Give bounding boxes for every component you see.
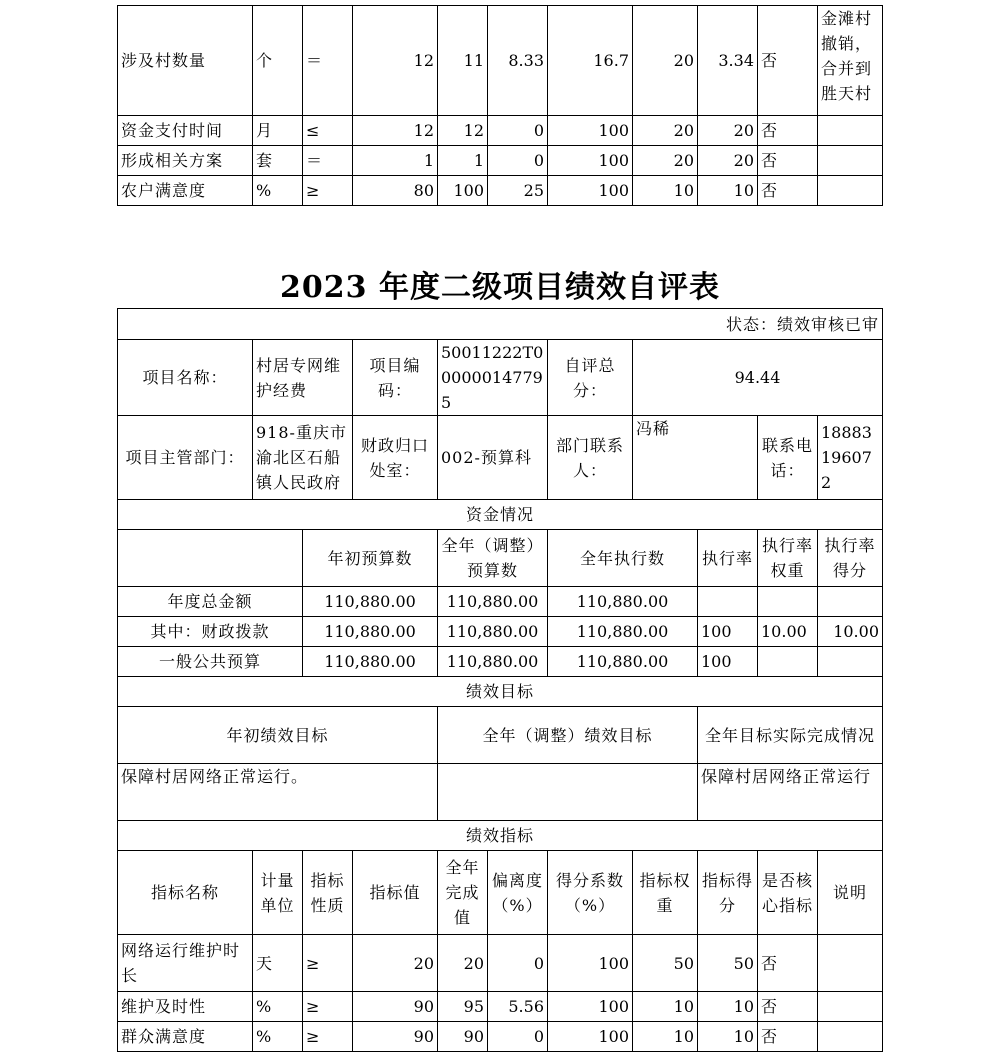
phone-label: 联系电话：	[758, 416, 818, 500]
funds-header-rate: 执行率	[698, 530, 758, 587]
funds-row-adjusted: 110,880.00	[438, 587, 548, 617]
indicator-name: 网络运行维护时长	[118, 935, 253, 992]
previous-indicator-nature: ＝	[303, 6, 353, 116]
indicator-header-weight: 指标权重	[633, 851, 698, 935]
funds-row-adjusted: 110,880.00	[438, 647, 548, 677]
funds-header-adjusted: 全年（调整）预算数	[438, 530, 548, 587]
indicator-nature: ≥	[303, 992, 353, 1022]
indicator-deviation: 0	[488, 1022, 548, 1052]
indicator-header-name: 指标名称	[118, 851, 253, 935]
previous-indicator-coef: 100	[548, 116, 633, 146]
indicators-section-title: 绩效指标	[118, 821, 883, 851]
indicator-score: 10	[698, 992, 758, 1022]
project-name-value: 村居专网维护经费	[253, 340, 353, 416]
funds-row-executed: 110,880.00	[548, 587, 698, 617]
indicator-core: 否	[758, 1022, 818, 1052]
goals-adjusted-text	[438, 764, 698, 821]
funds-row-weight	[758, 587, 818, 617]
previous-indicator-coef: 16.7	[548, 6, 633, 116]
indicator-nature: ≥	[303, 935, 353, 992]
funds-row-weight	[758, 647, 818, 677]
previous-indicator-unit: 个	[253, 6, 303, 116]
indicator-unit: 天	[253, 935, 303, 992]
indicator-header-nature: 指标性质	[303, 851, 353, 935]
goals-header-actual: 全年目标实际完成情况	[698, 707, 883, 764]
self-score-label: 自评总分：	[548, 340, 633, 416]
previous-indicator-coef: 100	[548, 176, 633, 206]
finance-office-label: 财政归口处室：	[353, 416, 438, 500]
previous-indicator-coef: 100	[548, 146, 633, 176]
indicator-name: 维护及时性	[118, 992, 253, 1022]
indicator-header-core: 是否核心指标	[758, 851, 818, 935]
previous-indicator-unit: %	[253, 176, 303, 206]
project-code-label: 项目编码：	[353, 340, 438, 416]
previous-indicator-actual: 12	[438, 116, 488, 146]
funds-header-budget: 年初预算数	[303, 530, 438, 587]
indicator-deviation: 5.56	[488, 992, 548, 1022]
indicator-row	[118, 935, 883, 992]
indicator-weight: 50	[633, 935, 698, 992]
previous-indicator-table	[117, 5, 883, 206]
previous-indicator-name: 形成相关方案	[118, 146, 253, 176]
indicator-core: 否	[758, 992, 818, 1022]
goals-header-adjusted: 全年（调整）绩效目标	[438, 707, 698, 764]
funds-row-budget: 110,880.00	[303, 587, 438, 617]
funds-row-weight: 10.00	[758, 617, 818, 647]
indicator-score: 10	[698, 1022, 758, 1052]
indicator-actual: 95	[438, 992, 488, 1022]
indicator-note	[818, 935, 883, 992]
contact-value: 冯稀	[633, 416, 758, 500]
previous-indicator-weight: 20	[633, 146, 698, 176]
funds-row-budget: 110,880.00	[303, 617, 438, 647]
indicator-note	[818, 1022, 883, 1052]
previous-indicator-core: 否	[758, 176, 818, 206]
contact-label: 部门联系人：	[548, 416, 633, 500]
indicator-header-coef: 得分系数（%）	[548, 851, 633, 935]
funds-header-blank	[118, 530, 303, 587]
funds-row-rate	[698, 587, 758, 617]
previous-indicator-deviation: 0	[488, 116, 548, 146]
indicator-actual: 20	[438, 935, 488, 992]
previous-indicator-note	[818, 116, 883, 146]
dept-label: 项目主管部门：	[118, 416, 253, 500]
funds-row-score	[818, 587, 883, 617]
previous-indicator-actual: 100	[438, 176, 488, 206]
finance-office-value: 002-预算科	[438, 416, 548, 500]
dept-value: 918-重庆市渝北区石船镇人民政府	[253, 416, 353, 500]
previous-indicator-score: 20	[698, 146, 758, 176]
previous-indicator-target: 1	[353, 146, 438, 176]
indicator-target: 90	[353, 1022, 438, 1052]
previous-indicator-row	[118, 116, 883, 146]
indicator-header-target: 指标值	[353, 851, 438, 935]
goals-header-initial: 年初绩效目标	[118, 707, 438, 764]
self-score-value: 94.44	[633, 340, 883, 416]
funds-row-score: 10.00	[818, 617, 883, 647]
funds-row-rate: 100	[698, 617, 758, 647]
indicator-deviation: 0	[488, 935, 548, 992]
previous-indicator-score: 10	[698, 176, 758, 206]
previous-indicator-nature: ≤	[303, 116, 353, 146]
previous-indicator-weight: 20	[633, 116, 698, 146]
previous-indicator-note: 金滩村撤销，合并到胜天村	[818, 6, 883, 116]
funds-row	[118, 647, 883, 677]
funds-header-weight: 执行率权重	[758, 530, 818, 587]
indicator-score: 50	[698, 935, 758, 992]
indicator-coef: 100	[548, 1022, 633, 1052]
previous-indicator-nature: ≥	[303, 176, 353, 206]
funds-row-executed: 110,880.00	[548, 647, 698, 677]
previous-indicator-actual: 11	[438, 6, 488, 116]
funds-header-score: 执行率得分	[818, 530, 883, 587]
indicator-name: 群众满意度	[118, 1022, 253, 1052]
previous-indicator-weight: 10	[633, 176, 698, 206]
previous-indicator-name: 涉及村数量	[118, 6, 253, 116]
indicator-header-unit: 计量单位	[253, 851, 303, 935]
goals-initial-text: 保障村居网络正常运行。	[118, 764, 438, 821]
funds-row-score	[818, 647, 883, 677]
previous-indicator-note	[818, 146, 883, 176]
previous-indicator-deviation: 8.33	[488, 6, 548, 116]
previous-indicator-row	[118, 146, 883, 176]
goals-section-title: 绩效目标	[118, 677, 883, 707]
funds-row	[118, 587, 883, 617]
indicator-weight: 10	[633, 992, 698, 1022]
project-name-label: 项目名称：	[118, 340, 253, 416]
indicator-row	[118, 992, 883, 1022]
previous-indicator-unit: 套	[253, 146, 303, 176]
indicator-actual: 90	[438, 1022, 488, 1052]
previous-indicator-weight: 20	[633, 6, 698, 116]
indicator-coef: 100	[548, 992, 633, 1022]
phone-value: 18883196072	[818, 416, 883, 500]
previous-indicator-nature: ＝	[303, 146, 353, 176]
indicator-unit: %	[253, 992, 303, 1022]
indicator-header-note: 说明	[818, 851, 883, 935]
performance-self-evaluation-form	[117, 308, 883, 1052]
indicator-coef: 100	[548, 935, 633, 992]
funds-row-executed: 110,880.00	[548, 617, 698, 647]
previous-indicator-unit: 月	[253, 116, 303, 146]
indicator-header-actual: 全年完成值	[438, 851, 488, 935]
funds-row-label: 其中：财政拨款	[118, 617, 303, 647]
previous-indicator-deviation: 25	[488, 176, 548, 206]
previous-indicator-row	[118, 176, 883, 206]
indicator-core: 否	[758, 935, 818, 992]
funds-header-executed: 全年执行数	[548, 530, 698, 587]
previous-indicator-core: 否	[758, 116, 818, 146]
previous-indicator-core: 否	[758, 6, 818, 116]
funds-row-label: 一般公共预算	[118, 647, 303, 677]
previous-indicator-score: 3.34	[698, 6, 758, 116]
funds-row-label: 年度总金额	[118, 587, 303, 617]
previous-indicator-name: 农户满意度	[118, 176, 253, 206]
previous-indicator-actual: 1	[438, 146, 488, 176]
funds-section-title: 资金情况	[118, 500, 883, 530]
funds-row-budget: 110,880.00	[303, 647, 438, 677]
indicator-nature: ≥	[303, 1022, 353, 1052]
funds-row-rate: 100	[698, 647, 758, 677]
status-badge: 状态：绩效审核已审	[118, 309, 883, 340]
indicator-header-deviation: 偏离度（%）	[488, 851, 548, 935]
indicator-header-score: 指标得分	[698, 851, 758, 935]
indicator-weight: 10	[633, 1022, 698, 1052]
previous-indicator-core: 否	[758, 146, 818, 176]
indicator-target: 90	[353, 992, 438, 1022]
previous-indicator-rows	[118, 6, 883, 206]
previous-indicator-deviation: 0	[488, 146, 548, 176]
indicator-row	[118, 1022, 883, 1052]
funds-row	[118, 617, 883, 647]
form-title: 2023 年度二级项目绩效自评表	[280, 270, 720, 305]
previous-indicator-target: 12	[353, 116, 438, 146]
previous-indicator-row	[118, 6, 883, 116]
goals-actual-text: 保障村居网络正常运行	[698, 764, 883, 821]
previous-indicator-score: 20	[698, 116, 758, 146]
indicator-target: 20	[353, 935, 438, 992]
project-code-value: 50011222T000000147795	[438, 340, 548, 416]
previous-indicator-target: 12	[353, 6, 438, 116]
funds-row-adjusted: 110,880.00	[438, 617, 548, 647]
indicator-note	[818, 992, 883, 1022]
previous-indicator-name: 资金支付时间	[118, 116, 253, 146]
previous-indicator-note	[818, 176, 883, 206]
previous-indicator-target: 80	[353, 176, 438, 206]
indicator-unit: %	[253, 1022, 303, 1052]
